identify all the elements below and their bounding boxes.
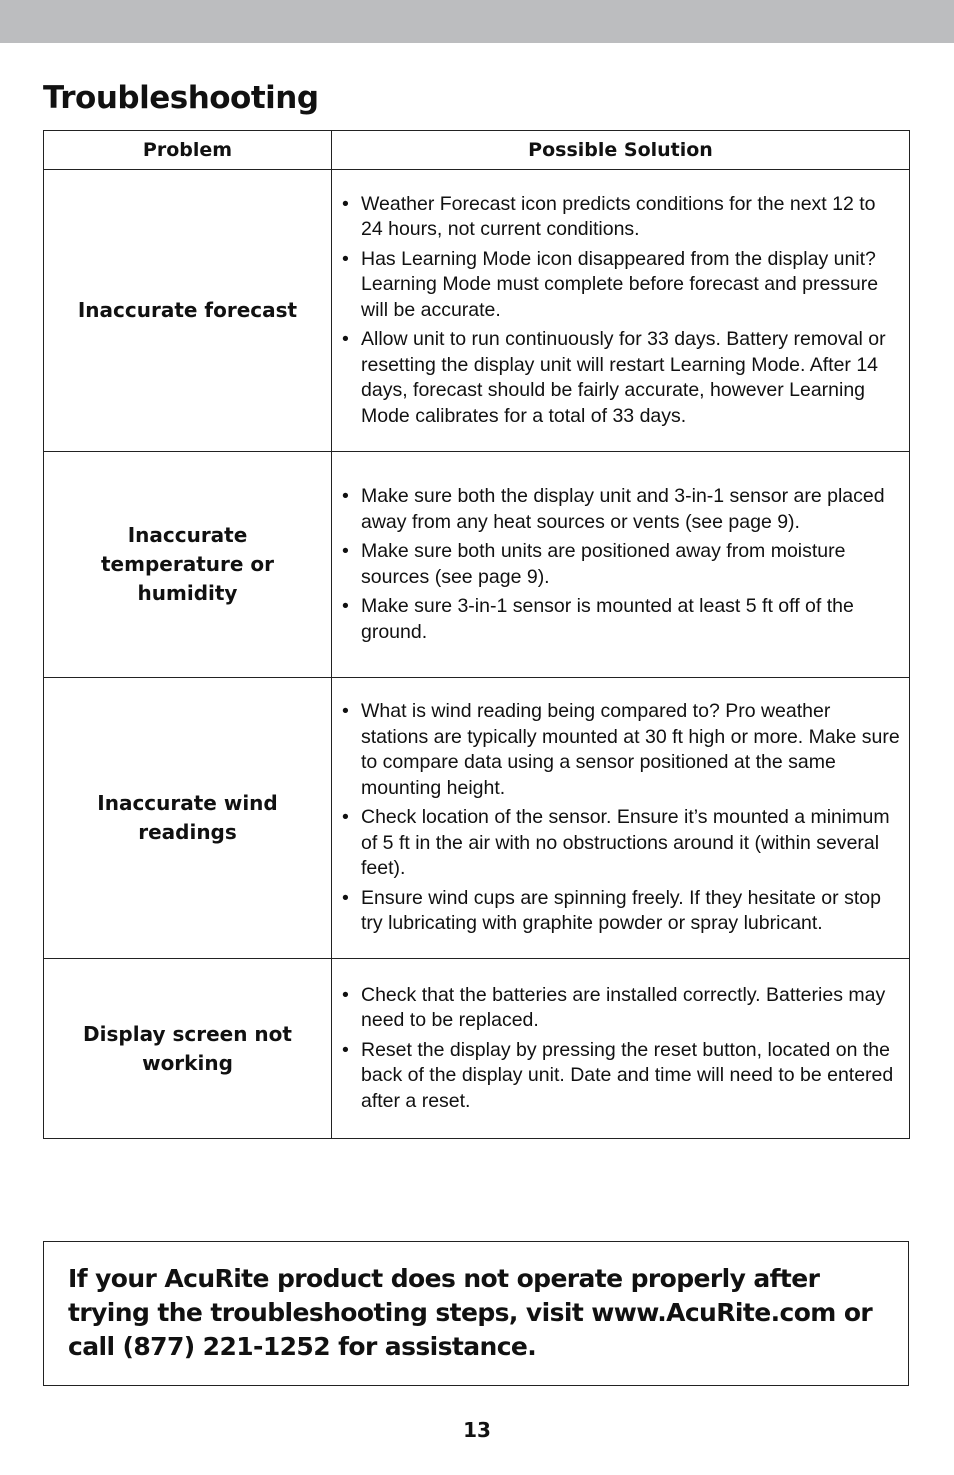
solution-cell xyxy=(332,959,910,1139)
solution-item: • Allow unit to run continuously for 33 days. Battery removal or resetting the display unit will restart Learning Mode. After 14 days, forecast should be fairly accurate, however Learning Mode calibrates for a total of 33 days. xyxy=(342,327,901,429)
solution-item: • What is wind reading being compared to? Pro weather stations are typically mounted at 30 ft high or more. Make sure to compare data using a sensor positioned at the same mounting height. xyxy=(342,699,901,801)
support-notice-text: If your AcuRite product does not operate properly after trying the troubleshooting steps, visit www.AcuRite.com or call (877) 221-1252 for assistance. xyxy=(68,1264,873,1361)
page-title: Troubleshooting xyxy=(43,80,319,116)
page-number: 13 xyxy=(463,1418,491,1442)
solution-item: • Check that the batteries are installed correctly. Batteries may need to be replaced. xyxy=(342,983,901,1034)
table-row xyxy=(44,170,910,452)
solution-list xyxy=(342,983,901,1115)
top-band xyxy=(0,0,954,43)
solution-item: • Has Learning Mode icon disappeared from the display unit? Learning Mode must complete before forecast and pressure will be accurate. xyxy=(342,247,901,324)
solution-item: • Weather Forecast icon predicts conditions for the next 12 to 24 hours, not current conditions. xyxy=(342,192,901,243)
solution-cell xyxy=(332,170,910,452)
header-solution: Possible Solution xyxy=(332,131,910,170)
problem-cell: Inaccurate forecast xyxy=(44,170,332,452)
troubleshooting-table xyxy=(43,130,910,1139)
header-problem: Problem xyxy=(44,131,332,170)
table-row xyxy=(44,452,910,678)
problem-cell: Inaccurate wind readings xyxy=(44,678,332,959)
solution-item: • Check location of the sensor. Ensure it’s mounted a minimum of 5 ft in the air with no obstructions around it (within several feet). xyxy=(342,805,901,882)
problem-cell: Display screen not working xyxy=(44,959,332,1139)
solution-item: • Ensure wind cups are spinning freely. If they hesitate or stop try lubricating with graphite powder or spray lubricant. xyxy=(342,886,901,937)
solution-item: • Reset the display by pressing the reset button, located on the back of the display unit. Date and time will need to be entered after a reset. xyxy=(342,1038,901,1115)
solution-cell xyxy=(332,678,910,959)
solution-list xyxy=(342,484,901,645)
support-notice-box xyxy=(43,1241,909,1386)
table-header-row xyxy=(44,131,910,170)
solution-cell xyxy=(332,452,910,678)
table-row xyxy=(44,678,910,959)
solution-list xyxy=(342,699,901,937)
problem-cell: Inaccurate temperature or humidity xyxy=(44,452,332,678)
solution-list xyxy=(342,192,901,430)
solution-item: • Make sure both the display unit and 3-in-1 sensor are placed away from any heat sources or vents (see page 9). xyxy=(342,484,901,535)
solution-item: • Make sure both units are positioned away from moisture sources (see page 9). xyxy=(342,539,901,590)
solution-item: • Make sure 3-in-1 sensor is mounted at least 5 ft off of the ground. xyxy=(342,594,901,645)
table-row xyxy=(44,959,910,1139)
